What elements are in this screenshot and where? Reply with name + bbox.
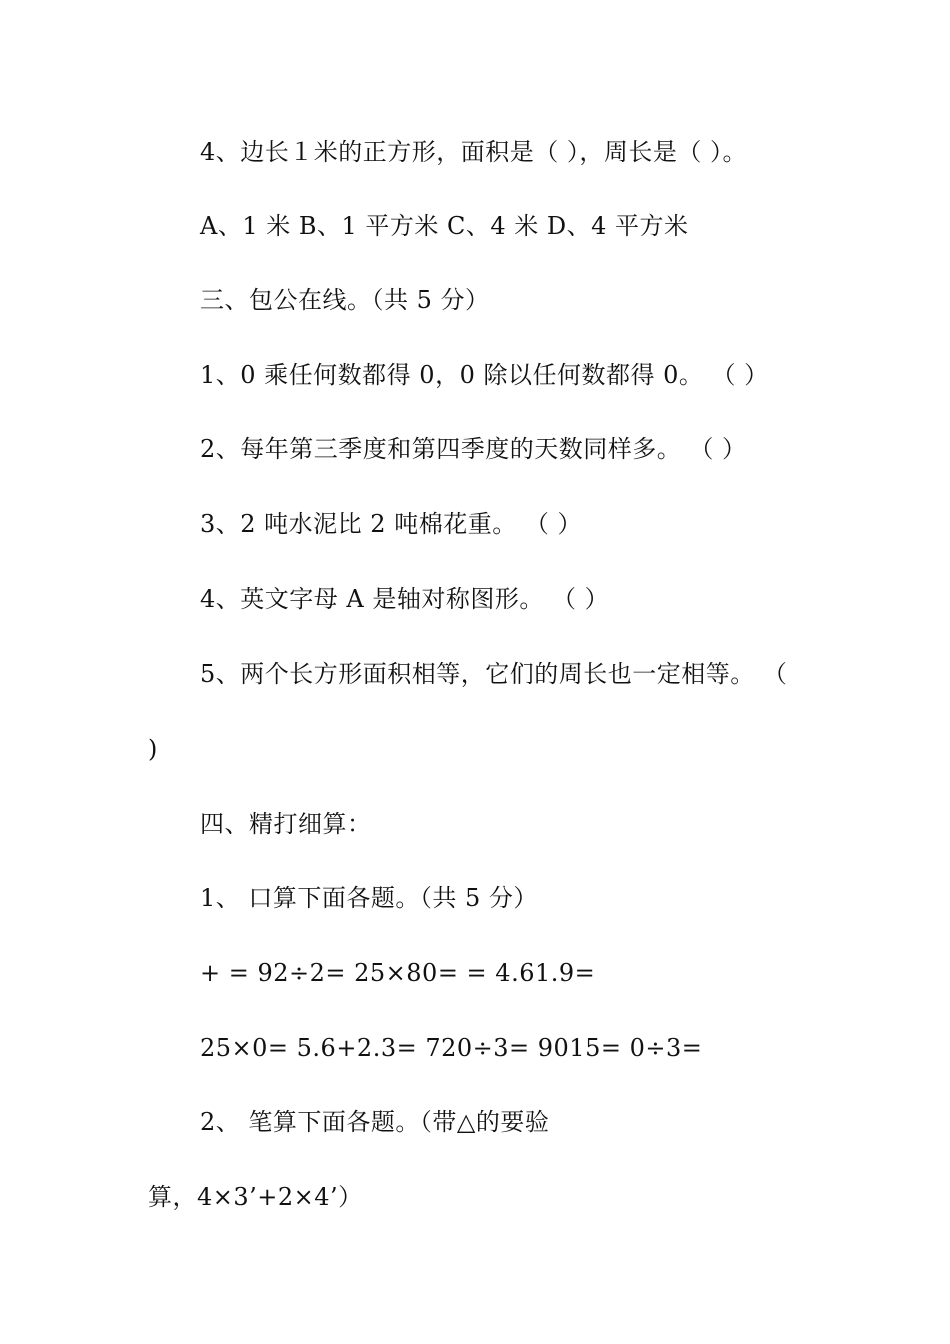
judge-item-2: 2、每年第三季度和第四季度的天数同样多。 （ ） [200, 435, 747, 463]
judge-item-4: 4、英文字母 A 是轴对称图形。 （ ） [200, 585, 610, 613]
oral-calc-row-2: 25×0= 5.6+2.3= 720÷3= 9015= 0÷3= [200, 1034, 703, 1062]
section-3-heading: 三、包公在线。（共 5 分） [200, 286, 490, 314]
judge-item-1: 1、0 乘任何数都得 0，0 除以任何数都得 0。 （ ） [200, 361, 769, 389]
question-4-options: A、1 米 B、1 平方米 C、4 米 D、4 平方米 [200, 212, 689, 240]
written-calc-heading: 2、 笔算下面各题。（带△的要验 [200, 1108, 550, 1136]
judge-item-3: 3、2 吨水泥比 2 吨棉花重。 （ ） [200, 510, 582, 538]
written-calc-heading-continued: 算，4×3’+2×4’） [148, 1183, 363, 1211]
oral-calc-row-1: + = 92÷2= 25×80= = 4.61.9= [200, 959, 596, 987]
question-4-square-area: 4、边长１米的正方形，面积是（ ），周长是（ ）。 [200, 138, 748, 166]
oral-calc-heading: 1、 口算下面各题。（共 5 分） [200, 884, 538, 912]
section-4-heading: 四、精打细算： [200, 810, 372, 838]
judge-item-5: 5、两个长方形面积相等，它们的周长也一定相等。 （ [200, 660, 788, 688]
judge-item-5-continued: ) [148, 735, 158, 763]
